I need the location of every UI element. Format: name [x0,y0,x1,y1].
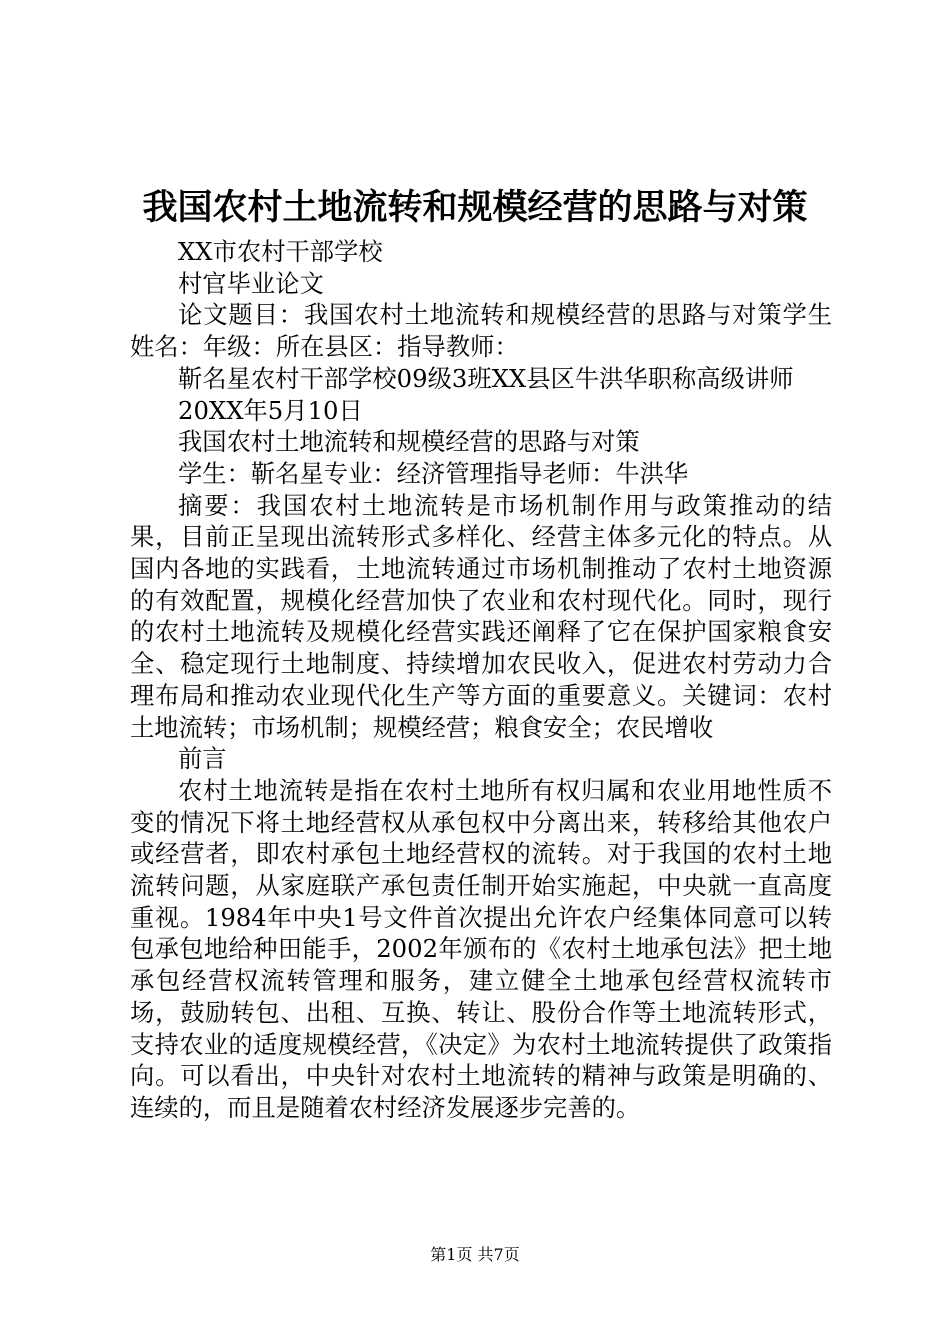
paragraph-thesis-info: 论文题目：我国农村土地流转和规模经营的思路与对策学生姓名：年级：所在县区：指导教师： [130,300,832,362]
document-title: 我国农村土地流转和规模经营的思路与对策 [142,187,808,228]
paragraph-preface-heading: 前言 [178,744,227,774]
paragraph-date: 20XX年5月10日 [178,395,363,425]
paragraph-subtitle: 我国农村土地流转和规模经营的思路与对策 [178,427,640,457]
paragraph-school: XX市农村干部学校 [178,237,383,266]
document-body [130,236,832,1124]
paragraph-abstract: 摘要：我国农村土地流转是市场机制作用与政策推动的结果，目前正呈现出流转形式多样化、经营主体多元化的特点。从国内各地的实践看，土地流转通过市场机制推动了农村土地资源的有效配置，规模化经营加快了农业和农村现代化。同时，现行的农村土地流转及规模化经营实践还阐释了它在保护国家粮食安全、稳定现行土地制度、持续增加农民收入，促进农村劳动力合理布局和推动农业现代化生产等方面的重要意义。关键词：农村土地流转；市场机制；规模经营；粮食安全；农民增收 [130,490,832,742]
page-footer: 第1页 共7页 [430,1245,520,1264]
paragraph-preface-body: 农村土地流转是指在农村土地所有权归属和农业用地性质不变的情况下将土地经营权从承包权中分离出来，转移给其他农户或经营者，即农村承包土地经营权的流转。对于我国的农村土地流转问题，从家庭联产承包责任制开始实施起，中央就一直高度重视。1984年中央1号文件首次提出允许农户经集体同意可以转包承包地给种田能手，2002年颁布的《农村土地承包法》把土地承包经营权流转管理和服务，建立健全土地承包经营权流转市场，鼓励转包、出租、互换、转让、股份合作等土地流转形式，支持农业的适度规模经营，《决定》为农村土地流转提供了政策指向。可以看出，中央针对农村土地流转的精神与政策是明确的、连续的，而且是随着农村经济发展逐步完善的。 [130,775,832,1122]
paragraph-student-line: 学生：靳名星专业：经济管理指导老师：牛洪华 [178,458,689,488]
paragraph-thesis-type: 村官毕业论文 [178,268,324,298]
paragraph-author-info: 靳名星农村干部学校09级3班XX县区牛洪华职称高级讲师 [178,363,794,393]
